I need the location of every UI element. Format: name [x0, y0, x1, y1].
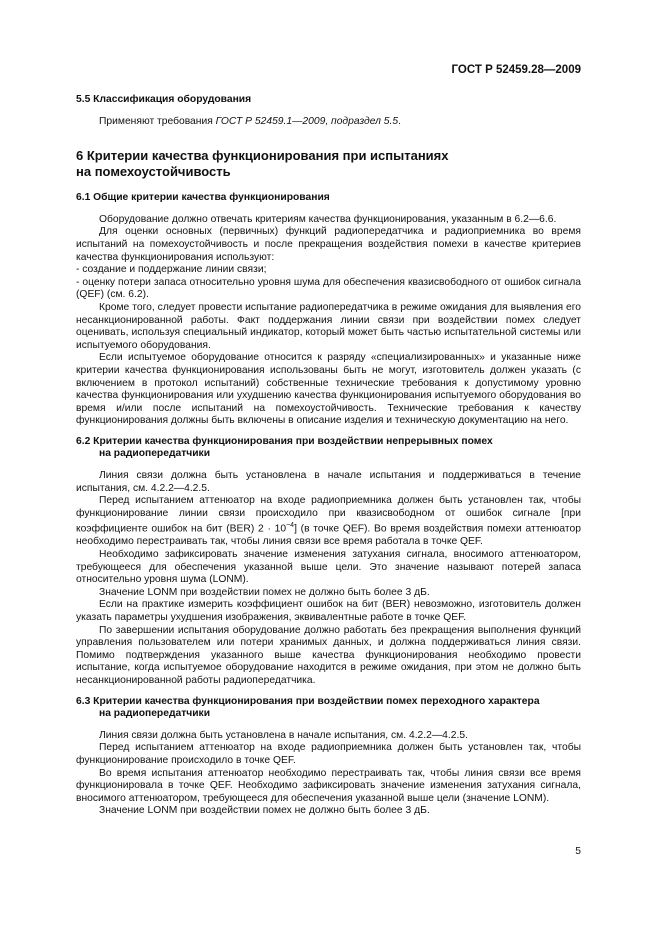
paragraph: Для оценки основных (первичных) функций радиопередатчика и радиоприемника во время испытаний на помехоустойчивость и после прекращения воздействия помехи в качестве критериев качества функционирования используют: [76, 226, 581, 263]
paragraph: Во время испытания аттенюатор необходимо перестраивать так, чтобы линия связи все время функционировала в точке QEF. Необходимо зафиксировать значение изменения затухания сигнала, вносимого аттенюатором, требующееся для обеспечения указанной выше цели (значение LONM). [76, 767, 581, 804]
paragraph: Кроме того, следует провести испытание радиопередатчика в режиме ожидания для выявления его несанкционированной работы. Факт поддержания линии связи при воздействии помех следует оценивать, используя специальный индикатор, который может быть частью испытательной системы или испытуемого оборудования. [76, 301, 581, 351]
paragraph: Оборудование должно отвечать критериям качества функционирования, указанным в 6.2—6.6. [99, 213, 557, 225]
section-6-1-heading: 6.1 Общие критерии качества функционирования [76, 192, 330, 204]
section-6-3-heading: 6.3 Критерии качества функционирования при воздействии помех переходного характера на радиопередатчики [76, 695, 540, 720]
page-number: 5 [575, 846, 581, 857]
paragraph: Значение LONM при воздействии помех не должно быть более 3 дБ. [99, 805, 430, 817]
paragraph: Линия связи должна быть установлена в начале испытания и поддерживаться в течение испытания, см. 4.2.2—4.2.5. [76, 470, 581, 494]
list-item: - создание и поддержание линии связи; [76, 264, 267, 276]
section-6-heading: 6 Критерии качества функционирования при испытаниях на помехоустойчивость [76, 148, 449, 179]
paragraph: Линия связи должна быть установлена в начале испытания, см. 4.2.2—4.2.5. [99, 729, 468, 741]
paragraph: Значение LONM при воздействии помех не должно быть более 3 дБ. [99, 586, 430, 598]
paragraph: Необходимо зафиксировать значение изменения затухания сигнала, вносимого аттенюатором, требующееся для обеспечения указанной выше цели. Это значение называют потерей запаса относительно уровня шума (LONM). [76, 549, 581, 586]
paragraph: Если испытуемое оборудование относится к разряду «специализированных» и указанные ниже критерии качества функционирования использованы быть не могут, изготовитель должен указать (с включением в протокол испытаний) собственные технические требования к допустимому уровню качества функционирования или ухудшению качества функционирования испытуемого оборудования во время и/или после испытаний на помехоустойчивость. Технические требования к качеству функционирования должны быть включены в описание изделия и техническую документацию на него. [76, 352, 581, 427]
standard-reference: ГОСТ Р 52459.1—2009, подраздел 5.5 [215, 115, 399, 127]
paragraph: Перед испытанием аттенюатор на входе радиоприемника должен быть установлен так, чтобы функционирование линии связи происходило при квазисвободном от ошибок сигнале [при коэффициенте ошибок на бит (BER) $2 \cdot 10^{-4}$] (в точке QEF). Во время воздействия помехи аттенюатор необходимо перестраивать так, чтобы линия связи все время работала в точке QEF. [76, 495, 581, 548]
standard-header: ГОСТ Р 52459.28—2009 [451, 64, 581, 76]
paragraph: По завершении испытания оборудование должно работать без прекращения выполнения функций управления пользователем или потери хранимых данных, и должна поддерживаться линия связи. Помимо подтверждения указанного выше качества функционирования необходимо провести испытание, когда испытуемое оборудование находится в режиме ожидания, при этом не должно быть несанкционированной работы радиопередатчика. [76, 624, 581, 686]
paragraph: Перед испытанием аттенюатор на входе радиоприемника должен быть установлен так, чтобы функционирование происходило в точке QEF. [76, 742, 581, 766]
section-6-2-heading: 6.2 Критерии качества функционирования при воздействии непрерывных помех на радиопередатчики [76, 435, 493, 460]
section-5-5-heading: 5.5 Классификация оборудования [76, 94, 252, 105]
section-5-5-text: Применяют требования ГОСТ Р 52459.1—2009, подраздел 5.5. [99, 115, 401, 127]
page-content [76, 94, 581, 818]
paragraph: Если на практике измерить коэффициент ошибок на бит (BER) невозможно, изготовитель должен указать параметры ухудшения изображения, эквивалентные работе в точке QEF. [76, 599, 581, 624]
list-item: - оценку потери запаса относительно уровня шума для обеспечения квазисвободного от ошибок сигнала (QEF) (см. 6.2). [76, 276, 581, 301]
